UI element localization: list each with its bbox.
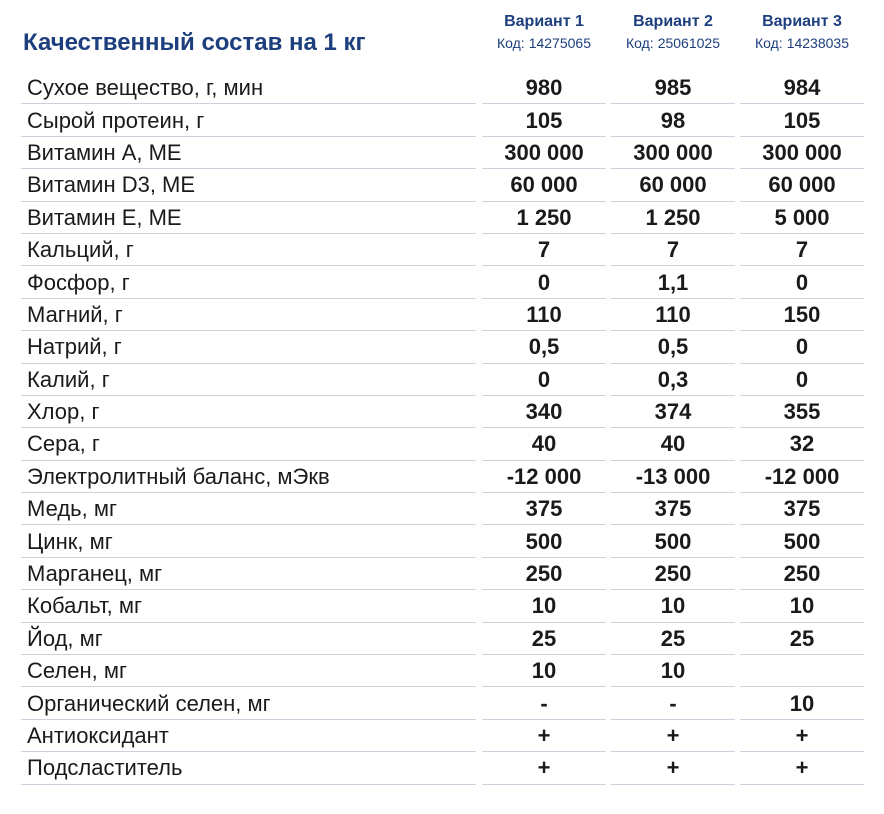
variant-code: Код: 25061025 xyxy=(626,35,720,51)
variant-2-value: 25 xyxy=(611,623,735,655)
row-label: Йод, мг xyxy=(21,623,476,655)
variant-3-value: 25 xyxy=(740,623,864,655)
variant-2-value: 375 xyxy=(611,493,735,525)
variant-1-value: 980 xyxy=(482,72,606,104)
row-label: Электролитный баланс, мЭкв xyxy=(21,461,476,493)
row-label: Натрий, г xyxy=(21,331,476,363)
table-row xyxy=(21,104,864,136)
row-label: Сера, г xyxy=(21,428,476,460)
row-label: Органический селен, мг xyxy=(21,687,476,719)
variant-1-value: 10 xyxy=(482,655,606,687)
variant-2-value: + xyxy=(611,720,735,752)
table-row xyxy=(21,202,864,234)
variant-1-value: 0,5 xyxy=(482,331,606,363)
variant-3-value: 105 xyxy=(740,104,864,136)
variant-1-value: + xyxy=(482,752,606,784)
variant-3-value: 10 xyxy=(740,590,864,622)
table-row xyxy=(21,623,864,655)
variant-2-value: 0,5 xyxy=(611,331,735,363)
variant-3-value: -12 000 xyxy=(740,461,864,493)
table-row xyxy=(21,493,864,525)
variant-1-value: 250 xyxy=(482,558,606,590)
variant-name: Вариант 3 xyxy=(762,13,842,30)
variant-3-value: + xyxy=(740,720,864,752)
table-row xyxy=(21,590,864,622)
variant-2-value: 98 xyxy=(611,104,735,136)
table-row xyxy=(21,137,864,169)
composition-table xyxy=(21,72,864,785)
variant-3-value: 32 xyxy=(740,428,864,460)
variant-1-value: 0 xyxy=(482,364,606,396)
variant-2-value: 7 xyxy=(611,234,735,266)
variant-1-value: 1 250 xyxy=(482,202,606,234)
variant-2-value: 1 250 xyxy=(611,202,735,234)
table-row xyxy=(21,299,864,331)
table-row xyxy=(21,558,864,590)
variant-name: Вариант 1 xyxy=(504,13,584,30)
variant-2-value: 10 xyxy=(611,655,735,687)
table-row xyxy=(21,396,864,428)
variant-2-value: 300 000 xyxy=(611,137,735,169)
variant-1-value: 25 xyxy=(482,623,606,655)
table-row xyxy=(21,461,864,493)
table-row xyxy=(21,169,864,201)
variant-2-value: - xyxy=(611,687,735,719)
variant-2-value: 250 xyxy=(611,558,735,590)
row-label: Хлор, г xyxy=(21,396,476,428)
variant-3-value: 7 xyxy=(740,234,864,266)
table-row xyxy=(21,525,864,557)
variant-3-value: 5 000 xyxy=(740,202,864,234)
row-label: Сухое вещество, г, мин xyxy=(21,72,476,104)
variant-2-value: 110 xyxy=(611,299,735,331)
variant-2-value: 40 xyxy=(611,428,735,460)
variant-3-value: 150 xyxy=(740,299,864,331)
row-label: Калий, г xyxy=(21,364,476,396)
variant-2-value: 985 xyxy=(611,72,735,104)
variant-1-value: 375 xyxy=(482,493,606,525)
variant-1-value: 0 xyxy=(482,266,606,298)
variant-code: Код: 14275065 xyxy=(497,35,591,51)
variant-3-value: 0 xyxy=(740,364,864,396)
table-row xyxy=(21,687,864,719)
table-row xyxy=(21,331,864,363)
variant-1-value: 105 xyxy=(482,104,606,136)
variant-2-value: + xyxy=(611,752,735,784)
variant-2-value: 10 xyxy=(611,590,735,622)
row-label: Подсластитель xyxy=(21,752,476,784)
variant-1-value: + xyxy=(482,720,606,752)
variant-3-value: 984 xyxy=(740,72,864,104)
row-label: Кальций, г xyxy=(21,234,476,266)
row-label: Сырой протеин, г xyxy=(21,104,476,136)
row-label: Медь, мг xyxy=(21,493,476,525)
row-label: Антиоксидант xyxy=(21,720,476,752)
variant-2-value: 500 xyxy=(611,525,735,557)
variant-3-value: 355 xyxy=(740,396,864,428)
variant-1-value: -12 000 xyxy=(482,461,606,493)
variant-code: Код: 14238035 xyxy=(755,35,849,51)
variant-1-value: 10 xyxy=(482,590,606,622)
variant-2-value: 1,1 xyxy=(611,266,735,298)
table-row xyxy=(21,720,864,752)
table-row xyxy=(21,428,864,460)
variant-2-value: -13 000 xyxy=(611,461,735,493)
variant-3-header xyxy=(740,12,864,54)
row-label: Фосфор, г xyxy=(21,266,476,298)
variant-2-value: 0,3 xyxy=(611,364,735,396)
variant-1-value: 7 xyxy=(482,234,606,266)
variant-3-value: 500 xyxy=(740,525,864,557)
variant-2-value: 60 000 xyxy=(611,169,735,201)
variant-1-value: 500 xyxy=(482,525,606,557)
row-label: Цинк, мг xyxy=(21,525,476,557)
variant-3-value: 250 xyxy=(740,558,864,590)
variant-3-value: 375 xyxy=(740,493,864,525)
table-row xyxy=(21,752,864,784)
variant-3-value: 0 xyxy=(740,331,864,363)
row-label: Витамин Е, МЕ xyxy=(21,202,476,234)
variant-1-value: 60 000 xyxy=(482,169,606,201)
variant-name: Вариант 2 xyxy=(633,13,713,30)
table-row xyxy=(21,266,864,298)
variant-1-value: 40 xyxy=(482,428,606,460)
variant-3-value: 300 000 xyxy=(740,137,864,169)
row-label: Марганец, мг xyxy=(21,558,476,590)
variant-1-header xyxy=(482,12,606,54)
table-title: Качественный состав на 1 кг xyxy=(23,29,366,56)
table-row xyxy=(21,655,864,687)
row-label: Магний, г xyxy=(21,299,476,331)
variant-1-value: 340 xyxy=(482,396,606,428)
variant-1-value: - xyxy=(482,687,606,719)
table-row xyxy=(21,72,864,104)
variant-3-value xyxy=(740,655,864,687)
table-row xyxy=(21,364,864,396)
variant-1-value: 110 xyxy=(482,299,606,331)
variant-3-value: + xyxy=(740,752,864,784)
row-label: Витамин А, МЕ xyxy=(21,137,476,169)
variant-2-value: 374 xyxy=(611,396,735,428)
variant-3-value: 10 xyxy=(740,687,864,719)
row-label: Витамин D3, МЕ xyxy=(21,169,476,201)
variant-2-header xyxy=(611,12,735,54)
variant-3-value: 60 000 xyxy=(740,169,864,201)
row-label: Кобальт, мг xyxy=(21,590,476,622)
variant-1-value: 300 000 xyxy=(482,137,606,169)
variant-3-value: 0 xyxy=(740,266,864,298)
table-row xyxy=(21,234,864,266)
row-label: Селен, мг xyxy=(21,655,476,687)
